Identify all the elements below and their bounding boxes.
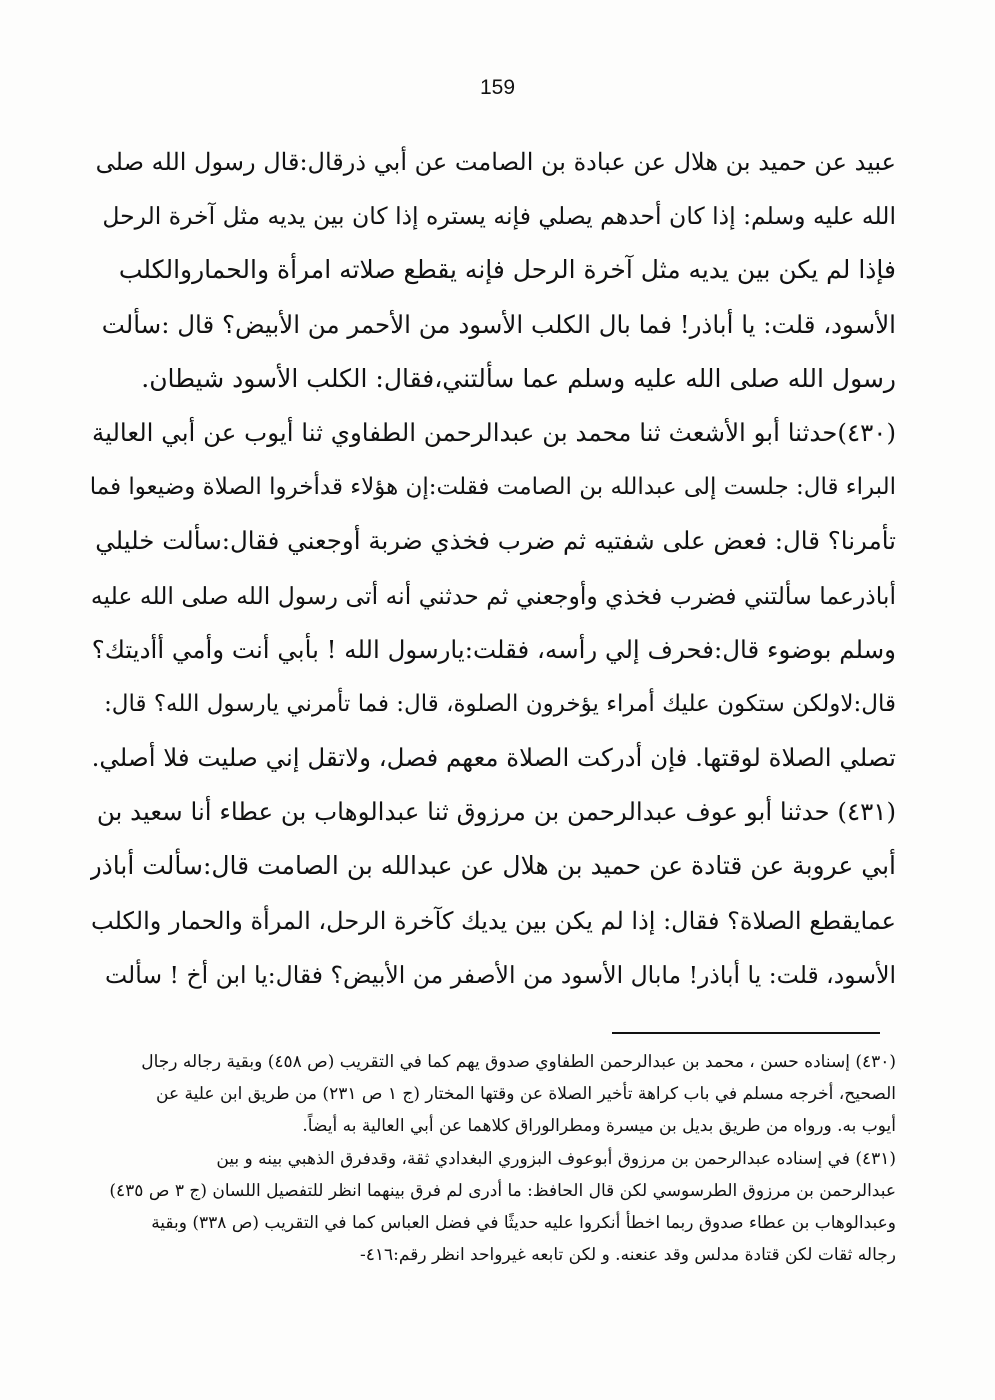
text-line: تأمرنا؟ قال: فعض على شفتيه ثم ضرب فخذي ضربة أوجعني فقال:سألت خليلي — [95, 526, 896, 556]
footnotes — [90, 1046, 896, 1271]
footnote-line: (٤٣١) في إسناده عبدالرحمن بن مرزوق أبوعوف البزوري البغدادي ثقة، وقدفرق الذهبي بينه و بين — [216, 1148, 896, 1169]
text-line: الأسود، قلت: يا أباذر! فما بال الكلب الأسود من الأحمر من الأبيض؟ قال :سألت — [101, 309, 896, 339]
text-line: الأسود، قلت: يا أباذر! مابال الأسود من الأصفر من الأبيض؟ فقال:يا ابن أخ ! سألت — [104, 960, 896, 989]
text-line: أبي عروبة عن قتادة عن حميد بن هلال عن عبدالله بن الصامت قال:سألت أباذر — [90, 851, 896, 881]
text-line: عبيد عن حميد بن هلال عن عبادة بن الصامت عن أبي ذرقال:قال رسول الله صلى — [95, 148, 896, 176]
text-line: البراء قال: جلست إلى عبدالله بن الصامت فقلت:إن هؤلاء قدأخروا الصلاة وضيعوا فما — [90, 474, 896, 501]
footnote-line: الصحيح، أخرجه مسلم في باب كراهة تأخير الصلاة عن وقتها المختار (ج ١ ص ٢٣١) من طريق ابن علية عن — [156, 1084, 896, 1105]
page-number: 159 — [479, 76, 516, 99]
text-line: أباذرعما سألتني فضرب فخذي وأوجعني ثم حدثني أنه أتى رسول الله صلى الله عليه — [90, 581, 896, 610]
text-line: تصلي الصلاة لوقتها. فإن أدركت الصلاة معهم فصل، ولاتقل إني صليت فلا أصلي. — [91, 743, 896, 773]
text-line: (٤٣٠)حدثنا أبو الأشعث ثنا محمد بن عبدالرحمن الطفاوي ثنا أيوب عن أبي العالية — [91, 417, 896, 447]
main-text — [90, 135, 896, 1002]
text-line: الله عليه وسلم: إذا كان أحدهم يصلي فإنه يستره إذا كان بين يديه مثل آخرة الرحل — [102, 202, 896, 231]
text-line: رسول الله صلى الله عليه وسلم عما سألتني،فقال: الكلب الأسود شيطان. — [141, 363, 896, 393]
text-line: قال:لاولكن ستكون عليك أمراء يؤخرون الصلوة، قال: فما تأمرني يارسول الله؟ قال: — [104, 690, 896, 717]
footnote-divider — [612, 1032, 880, 1034]
text-line: (٤٣١) حدثنا أبو عوف عبدالرحمن بن مرزوق ثنا عبدالوهاب بن عطاء أنا سعيد بن — [96, 797, 896, 827]
text-line: عمايقطع الصلاة؟ فقال: إذا لم يكن بين يديك كآخرة الرحل، المرأة والحمار والكلب — [91, 906, 896, 935]
footnote-line: عبدالرحمن بن مرزوق الطرسوسي لكن قال الحافظ: ما أدرى لم فرق بينهما انظر للتفصيل اللسان (ج ٣ ص ٤٣٥) — [109, 1180, 896, 1201]
text-line: فإذا لم يكن بين يديه مثل آخرة الرحل فإنه يقطع صلاته امرأة والحماروالكلب — [118, 255, 896, 285]
footnote-line: وعبدالوهاب بن عطاء صدوق ربما اخطأ أنكروا عليه حديثًا في فضل العباس كما في التقريب (ص ٣٣٨) وبقية — [151, 1212, 896, 1233]
footnote-line: أيوب به. ورواه من طريق بديل بن ميسرة ومطرالوراق كلاهما عن أبي العالية به أيضاً. — [302, 1116, 896, 1137]
footnote-line: رجاله ثقات لكن قتادة مدلس وقد عنعنه. و لكن تابعه غيرواحد انظر رقم:٤١٦- — [360, 1245, 896, 1266]
footnote-line: (٤٣٠) إسناده حسن ، محمد بن عبدالرحمن الطفاوي صدوق يهم كما في التقريب (ص ٤٥٨) وبقية رجاله رجال — [141, 1052, 896, 1072]
text-line: وسلم بوضوء قال:فحرف إلي رأسه، فقلت:يارسول الله ! بأبي أنت وأمي أأديتك؟ — [91, 634, 896, 664]
